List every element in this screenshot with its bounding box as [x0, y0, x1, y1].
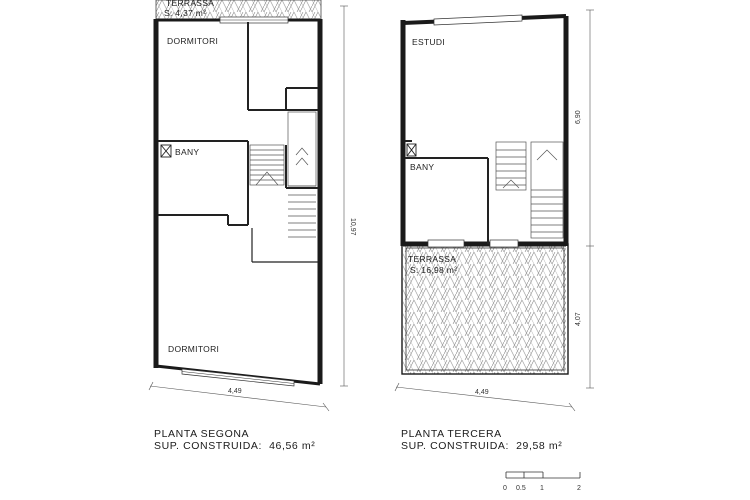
third-floor-windows [428, 15, 522, 247]
second-floor-terrace-area: S: 4,37 m² [164, 8, 207, 18]
third-floor-interior-walls [405, 141, 488, 244]
third-floor-study-label: ESTUDI [412, 37, 445, 47]
third-floor-terrace-name: TERRASSA [408, 254, 457, 264]
scale-tick-0-5: 0.5 [516, 485, 526, 492]
second-floor-area-value: 46,56 m² [269, 440, 316, 452]
scale-tick-1: 1 [540, 485, 544, 492]
second-floor-caption [154, 428, 315, 452]
second-floor-bathroom-label: BANY [175, 147, 200, 157]
second-floor-width-dimension: 4,49 [228, 388, 242, 395]
third-floor-plan [395, 10, 594, 411]
second-floor-title: PLANTA SEGONA [154, 428, 250, 440]
third-floor-bathroom-label: BANY [410, 162, 435, 172]
second-floor-outer-walls [156, 19, 320, 384]
second-floor-terrace-name: TERRASSA [166, 0, 215, 8]
third-floor-terrace-area: S: 16,98 m² [410, 265, 458, 275]
second-floor-area-line [154, 440, 315, 452]
scale-tick-0: 0 [503, 485, 507, 492]
third-floor-width-dimension: 4,49 [475, 389, 489, 396]
third-floor-title: PLANTA TERCERA [401, 428, 502, 440]
third-floor-area-value: 29,58 m² [516, 440, 563, 452]
second-floor-windows [182, 17, 294, 386]
scale-tick-2: 2 [577, 485, 581, 492]
second-floor-staircase [250, 112, 316, 237]
second-floor-interior-walls [158, 22, 318, 262]
second-floor-length-dimension: 10,97 [349, 218, 356, 236]
scale-bar [506, 472, 580, 478]
second-floor-shower-box [161, 145, 171, 157]
second-floor-bedroom-top-label: DORMITORI [167, 36, 219, 46]
third-floor-staircase [496, 142, 563, 238]
second-floor-bedroom-bottom-label: DORMITORI [168, 344, 220, 354]
second-floor-plan [149, 0, 356, 411]
third-floor-upper-length-dimension: 6,90 [575, 110, 582, 124]
third-floor-area-line [401, 440, 562, 452]
third-floor-area-label: SUP. CONSTRUIDA: [401, 440, 510, 452]
third-floor-lower-length-dimension: 4,07 [575, 312, 582, 326]
second-floor-area-label: SUP. CONSTRUIDA: [154, 440, 263, 452]
third-floor-caption [401, 428, 562, 452]
third-floor-shower-box [407, 144, 416, 156]
